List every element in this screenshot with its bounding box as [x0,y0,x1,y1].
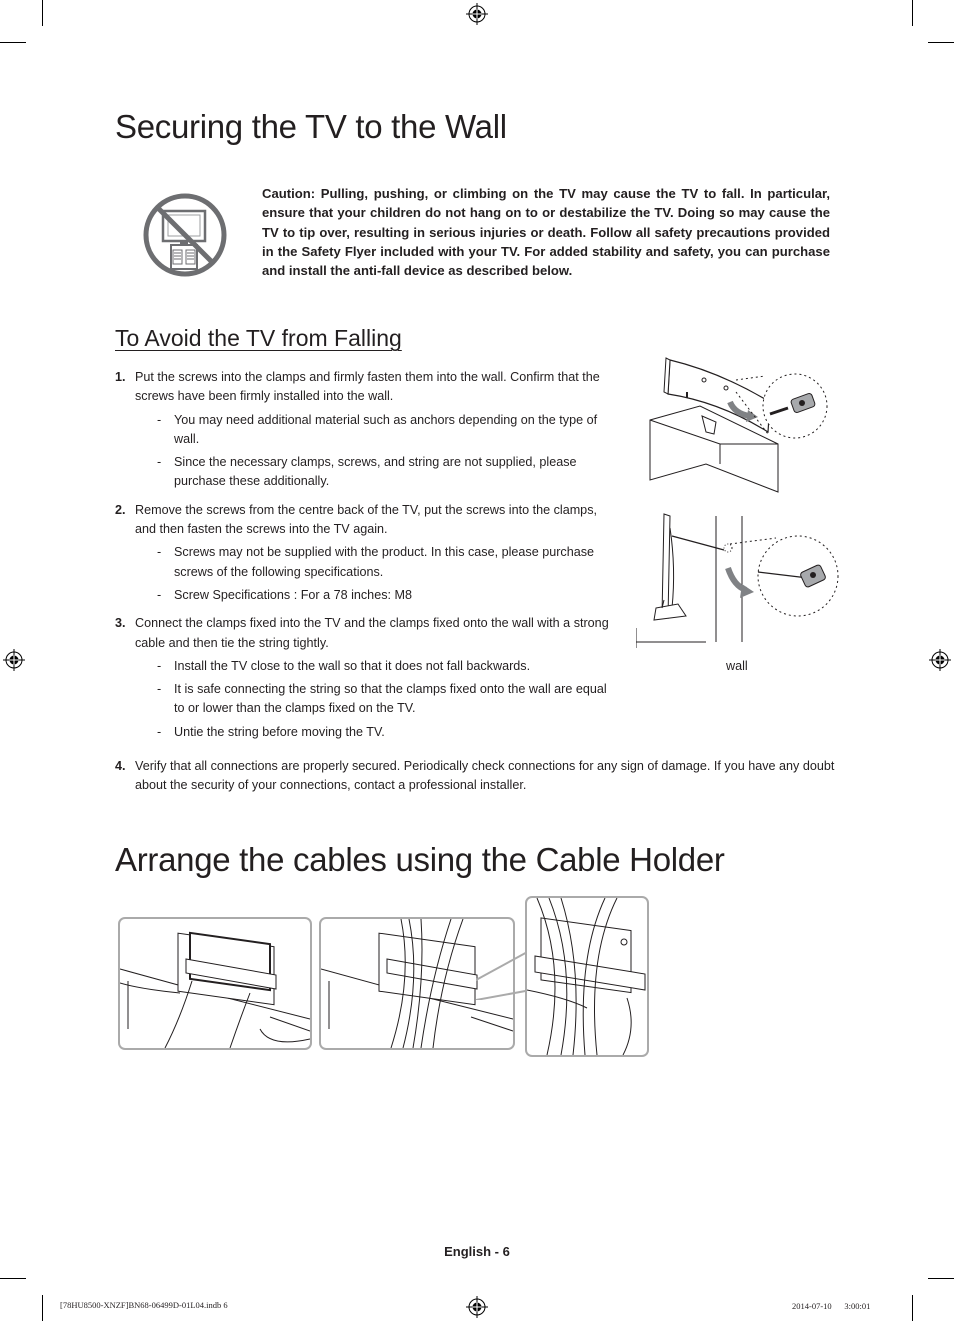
crop-mark [42,0,43,26]
sub-item-text: Screw Specifications : For a 78 inches: M8 [174,587,412,602]
step-text: Connect the clamps fixed into the TV and the clamps fixed onto the wall with a strong cable and then tie the string tightly. [135,616,609,650]
tv-clamp-illustration [640,352,840,497]
cable-holder-zoom-image [525,896,649,1057]
caution-text: Caution: Pulling, pushing, or climbing on the TV may cause the TV to fall. In particular, ensure that your children do not hang on to or destabilize the TV. Doing so may cause the TV to tip over, resulting in serious injuries or death. Follow all safety precautions provided in the Safety Flyer included with your TV. For added stability and safety, you can purchase and install the anti-fall device as described below. [262,186,830,279]
section-subtitle: To Avoid the TV from Falling [115,325,402,351]
crop-mark [0,42,26,43]
sub-item: - Since the necessary clamps, screws, and string are not supplied, please purchase these additionally. [157,455,577,489]
step-text: Put the screws into the clamps and firmly fasten them into the wall. Confirm that the screws have been firmly installed into the wall. [135,370,600,404]
registration-mark-icon [3,649,25,671]
list-item [115,757,850,796]
registration-mark-icon [929,649,951,671]
sub-item: - Screws may not be supplied with the product. In this case, please purchase screws of the following specifications. [157,545,595,579]
sub-item-text: Install the TV close to the wall so that it does not fall backwards. [174,658,531,673]
sub-item-text: Since the necessary clamps, screws, and string are not supplied, please purchase these additionally. [174,455,577,489]
tv-wall-illustration [636,508,841,653]
step-number: 4. [115,759,126,773]
print-slug-right: 2014-07-10 3:00:01 [792,1301,871,1311]
sub-item-text: You may need additional material such as anchors depending on the type of wall. [174,412,598,446]
sub-item: - Untie the string before moving the TV. [157,724,385,739]
step-text: Verify that all connections are properly secured. Periodically check connections for any sign of damage. If you have any doubt about the security of your connections, contact a professional installer. [135,759,835,793]
sub-item: - Install the TV close to the wall so that it does not fall backwards. [157,658,531,673]
crop-mark [912,1295,913,1321]
sub-item: - Screw Specifications : For a 78 inches: M8 [157,587,412,602]
section-title: Arrange the cables using the Cable Holder [115,841,725,878]
wall-label: wall [726,659,748,673]
sub-item-text: Untie the string before moving the TV. [174,724,385,739]
print-slug-left: [78HU8500-XNZF]BN68-06499D-01L04.indb 6 [60,1300,228,1310]
sub-item: - It is safe connecting the string so that the clamps fixed onto the wall are equal to or lower than the clamps fixed on the TV. [157,682,607,716]
list-item [115,501,615,605]
step-number: 1. [115,370,126,384]
zoom-callout-lines [476,940,531,1000]
step-number: 2. [115,502,126,517]
crop-mark [0,1278,26,1279]
crop-mark [928,42,954,43]
page-title: Securing the TV to the Wall [115,108,507,145]
list-item [115,614,615,742]
crop-mark [912,0,913,26]
cable-holder-step-1-image [118,917,312,1050]
crop-mark [928,1278,954,1279]
step-text: Remove the screws from the centre back of the TV, put the screws into the clamps, and then fasten the screws into the TV again. [135,502,597,537]
crop-mark [42,1295,43,1321]
step-number: 3. [115,616,126,631]
steps-list [115,368,615,751]
no-climbing-warning-icon [143,193,227,277]
registration-mark-icon [466,3,488,25]
sub-item-text: Screws may not be supplied with the product. In this case, please purchase screws of the following specifications. [174,545,595,579]
sub-item: - You may need additional material such as anchors depending on the type of wall. [157,412,598,446]
registration-mark-icon [466,1296,488,1318]
page-number: English - 6 [444,1244,510,1259]
sub-item-text: It is safe connecting the string so that the clamps fixed onto the wall are equal to or lower than the clamps fixed on the TV. [174,682,607,716]
list-item [115,368,615,492]
